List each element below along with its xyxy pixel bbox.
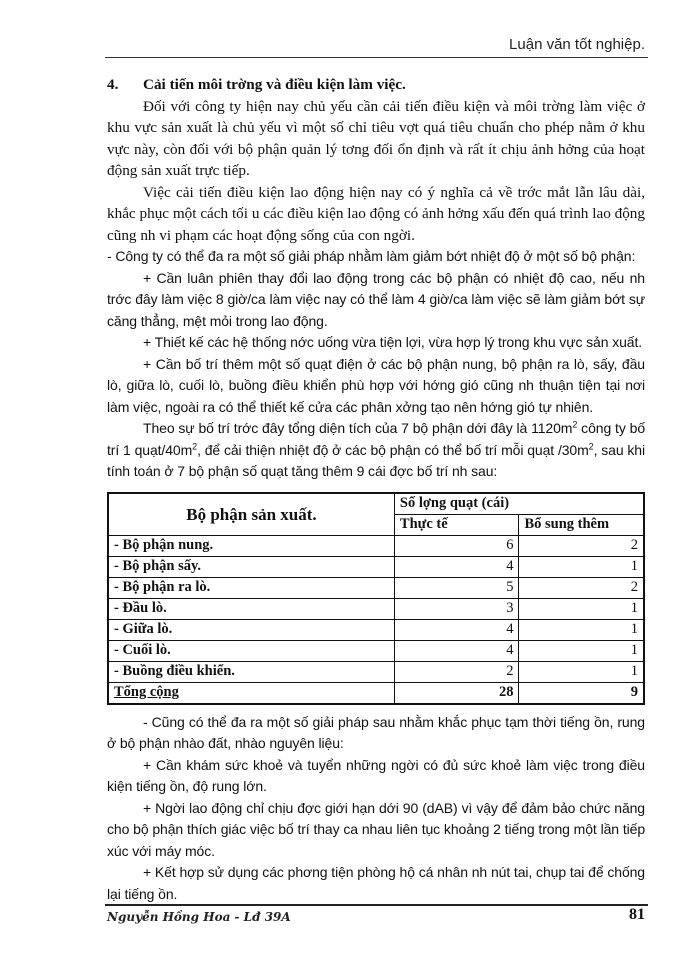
row-actual: 4	[394, 619, 519, 640]
column-header-group: Số lợng quạt (cái)	[394, 493, 644, 515]
paragraph-4: + Cần luân phiên thay đổi lao động trong các bộ phận có nhiệt độ cao, nếu nh trớc đây làm việc 8 giờ/ca làm việc nay có thể làm 4 giờ/ca làm việc sẽ làm giảm bớt sự căng thẳng, mệt mỏi trong lao động.	[107, 269, 645, 329]
column-header-part: Bộ phận sản xuất.	[108, 493, 394, 536]
paragraph-5: + Thiết kế các hệ thống nớc uống vừa tiện lợi, vừa hợp lý trong khu vực sản xuất.	[143, 334, 643, 350]
table-row	[108, 598, 644, 619]
row-actual: 4	[394, 640, 519, 661]
row-actual: 3	[394, 598, 519, 619]
table-row	[108, 556, 644, 577]
footer-author: Nguyễn Hồng Hoa - Lđ 39A	[107, 910, 291, 924]
paragraph-2: Việc cải tiến điều kiện lao động hiện nay có ý nghĩa cả về trớc mắt lẫn lâu dài, khắc phục một cách tối u các điều kiện lao động có ảnh hởng xấu đến quá trình lao động cũng nh vi phạm các hoạt động sống của con ngời.	[107, 183, 645, 244]
row-actual: 2	[394, 661, 519, 682]
row-extra: 1	[519, 640, 644, 661]
row-label: - Giữa lò.	[108, 619, 394, 640]
column-header-actual: Thực tế	[394, 514, 519, 535]
table-header-row	[108, 493, 644, 515]
fan-table	[107, 492, 645, 705]
row-label: - Cuối lò.	[108, 640, 394, 661]
row-label: - Đầu lò.	[108, 598, 394, 619]
paragraph-3: - Công ty có thể đa ra một số giải pháp nhằm làm giảm bớt nhiệt độ ở một số bộ phận:	[107, 248, 636, 264]
row-actual: 4	[394, 556, 519, 577]
header-rule	[105, 57, 648, 58]
paragraph-8: - Cũng có thể đa ra một số giải pháp sau nhằm khắc phục tạm thời tiếng ồn, rung ở bộ phận nhào đất, nhào nguyên liệu:	[107, 713, 645, 751]
table-row	[108, 640, 644, 661]
table-total-row	[108, 682, 644, 704]
total-actual: 28	[394, 682, 519, 704]
row-extra: 2	[519, 535, 644, 556]
row-label: - Buồng điều khiển.	[108, 661, 394, 682]
row-actual: 6	[394, 535, 519, 556]
table-row	[108, 535, 644, 556]
superscript-2: 2	[192, 440, 198, 451]
row-label: - Bộ phận ra lò.	[108, 577, 394, 598]
page-number: 81	[629, 906, 645, 923]
row-extra: 2	[519, 577, 644, 598]
section-title: Cải tiến môi trờng và điều kiện làm việc.	[143, 76, 406, 93]
header-title: Luận văn tốt nghiệp.	[509, 36, 645, 53]
row-actual: 5	[394, 577, 519, 598]
paragraph-7	[107, 418, 645, 483]
table-row	[108, 577, 644, 598]
paragraph-10: + Ngời lao động chỉ chịu đợc giới hạn dới 90 (dAB) vì vậy để đảm bảo chức năng cho bộ phận thích giác việc bố trí thay ca nhau liên tục khoảng 2 tiếng trong một lần tiếp xúc với máy móc.	[107, 799, 645, 859]
row-extra: 1	[519, 598, 644, 619]
table-row	[108, 619, 644, 640]
paragraph-11: + Kết hợp sử dụng các phơng tiện phòng hộ cá nhân nh nút tai, chụp tai để chống lại tiếng ồn.	[107, 864, 645, 902]
total-label	[108, 682, 394, 704]
section-heading	[107, 74, 645, 96]
page-body	[107, 74, 645, 905]
row-extra: 1	[519, 556, 644, 577]
column-header-extra: Bổ sung thêm	[519, 514, 644, 535]
section-number: 4.	[107, 76, 119, 93]
superscript-1: 2	[572, 419, 578, 430]
row-extra: 1	[519, 619, 644, 640]
superscript-3: 2	[588, 440, 594, 451]
paragraph-9: + Cần khám sức khoẻ và tuyển những ngời có đủ sức khoẻ làm việc trong điều kiện tiếng ồn, độ rung lớn.	[107, 756, 645, 794]
footer-rule	[105, 904, 648, 906]
total-extra: 9	[519, 682, 644, 704]
row-label: - Bộ phận sấy.	[108, 556, 394, 577]
row-extra: 1	[519, 661, 644, 682]
paragraph-7-part-d: , sau khi tính toán ở 7 bộ phận số quạt tăng thêm 9 cái đợc bố trí nh sau:	[107, 441, 645, 479]
table-row	[108, 661, 644, 682]
paragraph-6: + Cần bố trí thêm một số quạt điện ở các bộ phận nung, bộ phận ra lò, sấy, đầu lò, giữa lò, cuối lò, buồng điều khiển phù hợp với hớng gió cũng nh thuận tiện tại nơi làm việc, ngoài ra có thể thiết kế cửa các phân xởng tạo nên hớng gió tự nhiên.	[107, 355, 645, 415]
paragraph-7-part-a: Theo sự bố trí trớc đây tổng diện tích của 7 bộ phận dới đây là 1120m	[143, 420, 573, 436]
row-label: - Bộ phận nung.	[108, 535, 394, 556]
total-label-text: Tổng cộng	[114, 684, 179, 700]
paragraph-1: Đối với công ty hiện nay chủ yếu cần cải tiến điều kiện và môi trờng làm việc ở khu vực sản xuất là chủ yếu vì một số chỉ tiêu vợt quá tiêu chuẩn cho phép nằm ở khu vực này, còn đối với bộ phận quản lý tơng đối ổn định và rất ít chịu ảnh hởng của hoạt động sản xuất trực tiếp.	[107, 97, 645, 179]
table-body	[108, 535, 644, 682]
paragraph-7-part-b: công ty bố trí 1 quạt/40m	[107, 420, 646, 458]
paragraph-7-part-c: , để cải thiện nhiệt độ ở các bộ phận có thể bố trí mỗi quạt /30m	[197, 441, 589, 458]
